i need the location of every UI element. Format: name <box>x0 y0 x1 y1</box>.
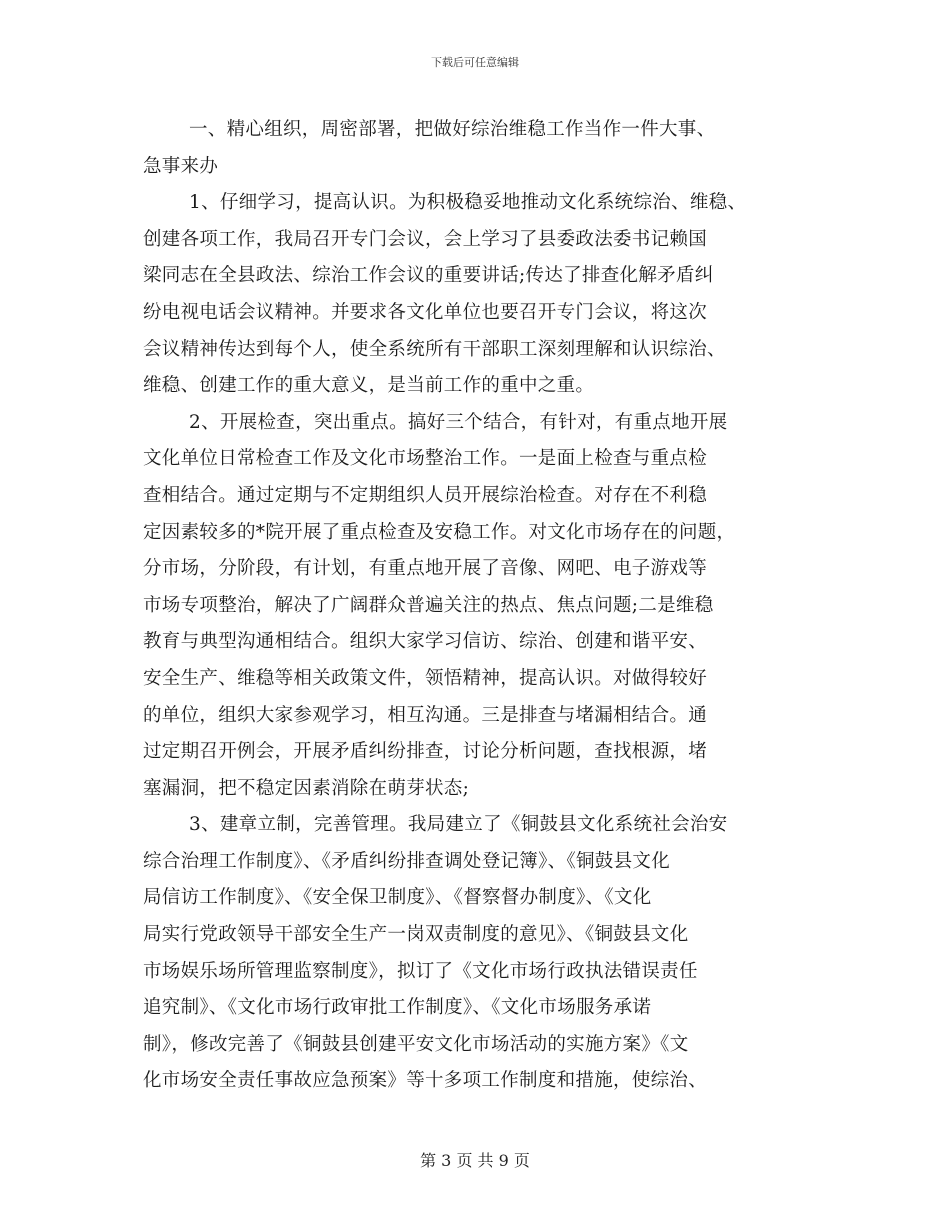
text-line: 塞漏洞，把不稳定因素消除在萌芽状态; <box>143 777 470 799</box>
text-line: 制》，修改完善了《铜鼓县创建平安文化市场活动的实施方案》《文 <box>143 1033 689 1055</box>
text-line: 维稳、创建工作的重大意义，是当前工作的重中之重。 <box>143 375 595 397</box>
text-line: 化市场安全责任事故应急预案》等十多项工作制度和措施，使综治、 <box>143 1070 708 1092</box>
text-line: 教育与典型沟通相结合。组织大家学习信访、综治、创建和谐平安、 <box>143 631 708 653</box>
text-line: 市场娱乐场所管理监察制度》，拟订了《文化市场行政执法错误责任 <box>143 960 698 982</box>
text-line: 2、开展检查，突出重点。搞好三个结合，有针对，有重点地开展 <box>189 411 728 433</box>
text-line: 会议精神传达到每个人，使全系统所有干部职工深刻理解和认识综治、 <box>143 338 726 360</box>
text-line: 文化单位日常检查工作及文化市场整治工作。一是面上检查与重点检 <box>143 448 708 470</box>
text-line: 急事来办 <box>143 155 219 177</box>
text-line: 梁同志在全县政法、综治工作会议的重要讲话;传达了排查化解矛盾纠 <box>143 265 714 287</box>
page-footer: 第 3 页 共 9 页 <box>420 1151 530 1170</box>
text-line: 市场专项整治，解决了广阔群众普遍关注的热点、焦点问题;二是维稳 <box>143 594 714 616</box>
text-line: 分市场，分阶段，有计划，有重点地开展了音像、网吧、电子游戏等 <box>143 558 708 580</box>
text-line: 过定期召开例会，开展矛盾纠纷排查，讨论分析问题，查找根源，堵 <box>143 741 708 763</box>
text-line: 局实行党政领导干部安全生产一岗双责制度的意见》、《铜鼓县文化 <box>143 924 689 946</box>
page-header: 下载后可任意编辑 <box>431 56 519 69</box>
text-line: 定因素较多的*院开展了重点检查及安稳工作。对文化市场存在的问题， <box>143 521 736 543</box>
text-line: 查相结合。通过定期与不定期组织人员开展综治检查。对存在不利稳 <box>143 484 708 506</box>
text-line: 局信访工作制度》、《安全保卫制度》、《督察督办制度》、《文化 <box>143 887 652 909</box>
text-line: 创建各项工作，我局召开专门会议，会上学习了县委政法委书记赖国 <box>143 228 708 250</box>
text-line: 纷电视电话会议精神。并要求各文化单位也要召开专门会议，将这次 <box>143 301 708 323</box>
text-line: 追究制》、《文化市场行政审批工作制度》、《文化市场服务承诺 <box>143 997 652 1019</box>
text-line: 一、精心组织，周密部署，把做好综治维稳工作当作一件大事、 <box>189 119 716 140</box>
document-body <box>143 112 823 1100</box>
text-line: 1、仔细学习，提高认识。为积极稳妥地推动文化系统综治、维稳、 <box>189 192 747 214</box>
text-line: 综合治理工作制度》、《矛盾纠纷排查调处登记簿》、《铜鼓县文化 <box>143 850 671 872</box>
text-line: 3、建章立制，完善管理。我局建立了《铜鼓县文化系统社会治安 <box>189 814 728 836</box>
text-line: 的单位，组织大家参观学习，相互沟通。三是排查与堵漏相结合。通 <box>143 704 708 726</box>
text-line: 安全生产、维稳等相关政策文件，领悟精神，提高认识。对做得较好 <box>143 667 708 689</box>
